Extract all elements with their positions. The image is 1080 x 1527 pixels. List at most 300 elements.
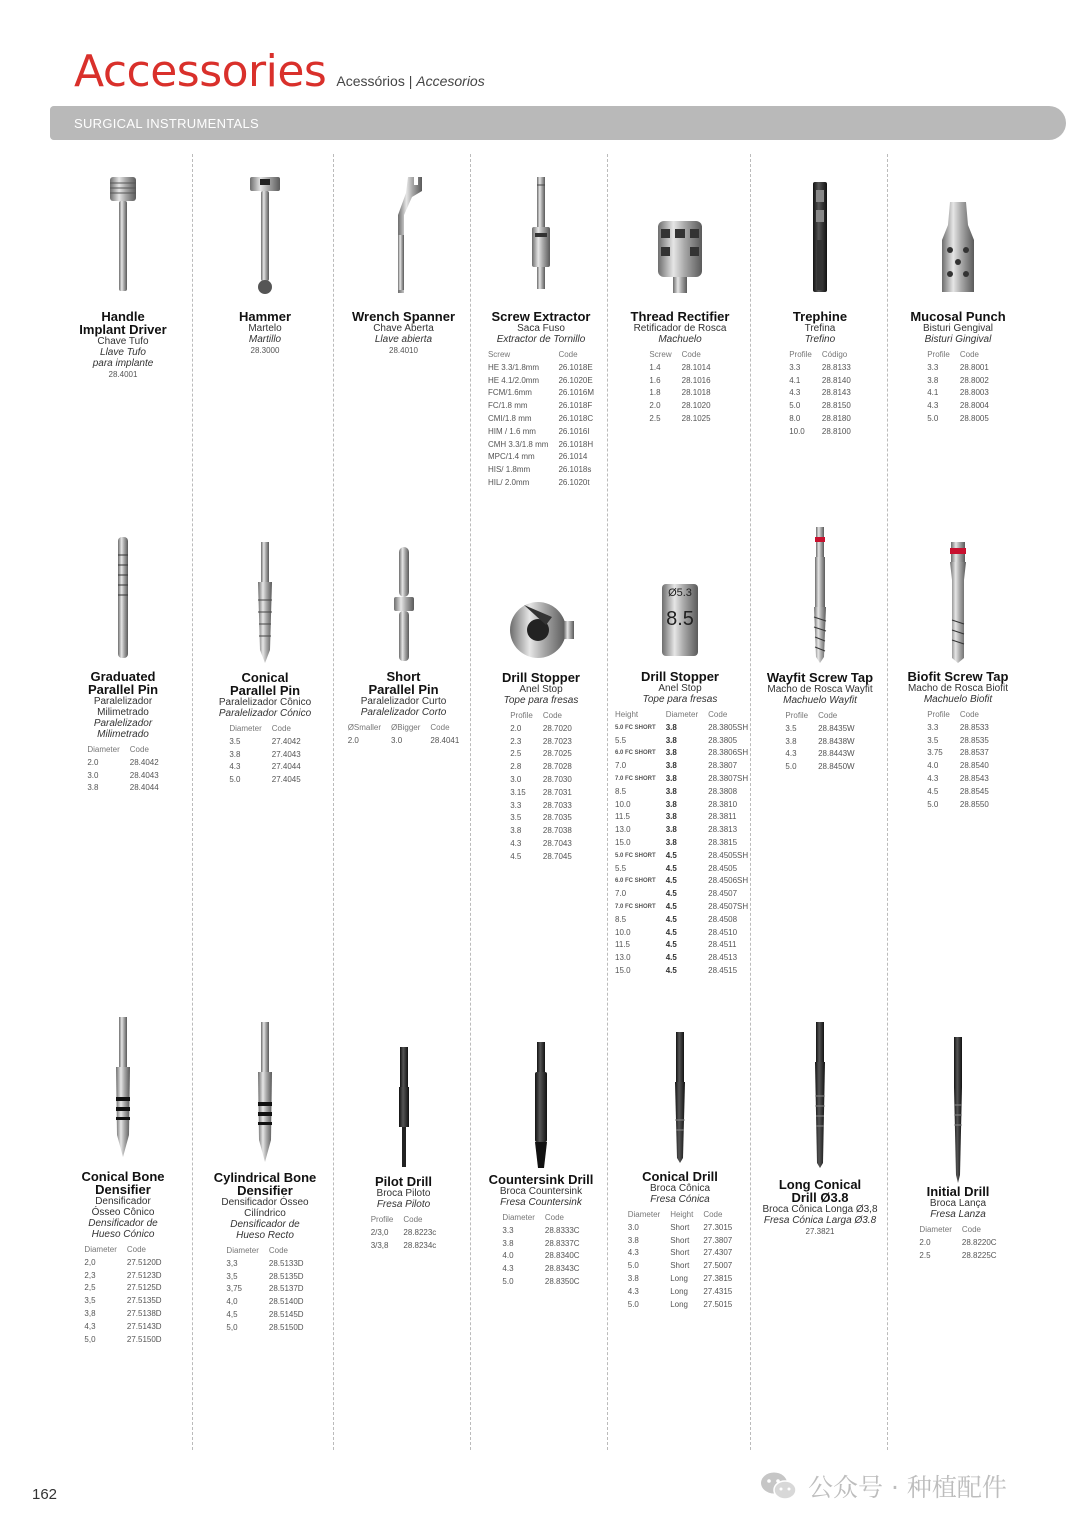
product-name: Conical: [241, 670, 289, 685]
spec-header-row: [82, 744, 163, 757]
product-name-pt: Milimetrado: [97, 707, 149, 718]
table-row: [483, 439, 599, 452]
product-punch: [890, 310, 1026, 426]
spec-cell: 28.8003: [959, 388, 989, 398]
spec-cell: 28.8220C: [961, 1237, 997, 1247]
product-idrill: [890, 1185, 1026, 1262]
csink-instrument-image: [530, 1040, 552, 1175]
spec-cell: 28.7033: [542, 800, 572, 810]
lcdrill-instrument-image: [809, 1020, 831, 1175]
spec-header-cell: Diameter: [229, 724, 262, 733]
spec-cell: 4.5: [927, 786, 939, 796]
spec-header-row: [343, 722, 465, 735]
spec-cell: 5.0: [927, 799, 939, 809]
product-name: Parallel Pin: [229, 683, 301, 698]
spec-cell: 3.3: [927, 722, 939, 732]
spec-cell: 28.8140: [821, 375, 851, 385]
spec-cell: 27.5143D: [126, 1321, 162, 1331]
spec-table: [922, 349, 994, 426]
spec-cell: Long: [670, 1286, 688, 1296]
table-row: [922, 400, 994, 413]
table-row: [79, 1270, 166, 1283]
spec-cell: 28.5150D: [268, 1322, 304, 1332]
spec-header-row: [914, 1224, 1001, 1237]
spec-cell: 28.4515: [708, 965, 738, 975]
product-name-pt: Paralelizador Curto: [360, 696, 447, 707]
spec-cell: 28.4044: [129, 783, 159, 793]
product-name: Countersink Drill: [488, 1172, 594, 1187]
spec-cell: FC/1.8 mm: [487, 401, 528, 411]
spec-cell: 26.1018E: [558, 362, 593, 372]
spec-cell: 28.5140D: [268, 1297, 304, 1307]
spec-cell: 13.0: [615, 953, 631, 963]
spec-cell: 4.5: [665, 889, 677, 899]
cbd-instrument-image: [111, 1015, 135, 1165]
spec-cell: 11.5: [615, 812, 630, 822]
product-csink: [473, 1173, 609, 1289]
table-row: [610, 939, 753, 952]
table-row: [79, 1282, 166, 1295]
table-row: [224, 749, 305, 762]
spec-cell: 4.5: [665, 850, 677, 860]
table-row: [610, 914, 753, 927]
spec-cell: 1.4: [649, 362, 661, 372]
spec-cell: 3.8: [229, 749, 241, 759]
table-row: [505, 787, 577, 800]
product-name: Densifier: [237, 1183, 293, 1198]
spec-cell: 4.3: [502, 1264, 514, 1274]
table-row: [79, 1334, 166, 1347]
table-row: [610, 927, 753, 940]
spec-cell: 27.4315: [703, 1286, 733, 1296]
product-hammer: [195, 310, 335, 357]
spec-header-row: [483, 349, 599, 362]
table-row: [221, 1271, 308, 1284]
table-row: [610, 965, 753, 978]
product-name-pt: Saca Fuso: [517, 323, 565, 334]
spec-cell: 27.3015: [703, 1222, 733, 1232]
spec-cell: 4.1: [927, 388, 939, 398]
spec-cell: 28.3813: [708, 825, 738, 835]
spec-cell: 3.75: [927, 748, 943, 758]
spec-cell: 28.8223c: [403, 1227, 437, 1237]
spec-cell: 28.1025: [681, 413, 711, 423]
trephine-instrument-image: [808, 180, 832, 300]
spec-cell: 27.5138D: [126, 1308, 162, 1318]
watermark-text: 公众号 · 种植配件: [808, 1473, 1007, 1502]
spec-cell: 15.0: [615, 837, 631, 847]
table-row: [610, 760, 753, 773]
spec-cell: 4,0: [226, 1297, 238, 1307]
spec-cell: 28.8543: [959, 773, 989, 783]
spec-cell: 28.7038: [542, 826, 572, 836]
table-row: [922, 375, 994, 388]
wechat-icon: [760, 1471, 798, 1501]
hammer-instrument-image: [248, 175, 282, 305]
spec-cell: 3.8: [665, 812, 677, 822]
spec-header-row: [497, 1212, 584, 1225]
product-name: Conical Drill: [642, 1169, 718, 1184]
spec-header-row: [623, 1209, 738, 1222]
spec-header-cell: Código: [821, 350, 848, 359]
spec-cell: 26.1020E: [558, 375, 593, 385]
spec-cell: 28.7020: [542, 723, 572, 733]
spec-cell: 28.4507: [708, 889, 738, 899]
spec-cell: 28.4513: [708, 953, 738, 963]
table-row: [644, 413, 715, 426]
spec-cell: 3,75: [226, 1284, 242, 1294]
product-code: 28.4010: [389, 346, 418, 355]
watermark: [760, 1468, 1007, 1504]
spec-cell: 28.3805SH: [708, 722, 749, 732]
spec-cell: 3.8: [665, 786, 677, 796]
spec-cell: 4.0: [927, 761, 939, 771]
product-name-es: Fresa Piloto: [376, 1199, 431, 1210]
product-name-es: Fresa Countersink: [500, 1197, 582, 1208]
page-title: Accessories: [74, 46, 327, 97]
product-name-pt: Broca Cônica Longa Ø3,8: [762, 1204, 878, 1215]
spec-cell: 28.8535: [959, 735, 989, 745]
spec-cell: 10.0: [615, 799, 631, 809]
spin-instrument-image: [391, 545, 417, 670]
table-row: [914, 1250, 1001, 1263]
product-lcdrill: [752, 1178, 888, 1238]
spec-header-row: [780, 710, 859, 723]
spec-cell: Short: [670, 1235, 690, 1245]
spec-cell: 28.7028: [542, 762, 572, 772]
gpin-instrument-image: [115, 535, 131, 665]
spec-cell: 4.3: [789, 388, 801, 398]
spec-table: [82, 744, 163, 795]
product-name-es: Fresa Cónica Larga Ø3.8: [763, 1215, 877, 1226]
table-row: [623, 1299, 738, 1312]
spec-cell: 27.4044: [271, 762, 301, 772]
spec-header-cell: Diameter: [84, 1245, 117, 1254]
product-rectifier: [610, 310, 750, 426]
table-row: [644, 400, 715, 413]
table-row: [784, 426, 856, 439]
table-row: [79, 1257, 166, 1270]
spec-cell: 3.8: [665, 761, 677, 771]
table-row: [922, 362, 994, 375]
spec-cell: 5,0: [84, 1334, 96, 1344]
spec-cell: 28.5135D: [268, 1271, 304, 1281]
spec-header-cell: Code: [542, 711, 562, 720]
spec-cell: 2.3: [510, 736, 522, 746]
product-spin: [335, 670, 472, 748]
table-row: [922, 773, 994, 786]
spec-cell: 27.5150D: [126, 1334, 162, 1344]
spec-cell: HIL/ 2.0mm: [487, 477, 530, 487]
spec-cell: 28.8540: [959, 761, 989, 771]
spec-cell: 2.5: [649, 413, 661, 423]
spec-cell: 3.5: [229, 736, 241, 746]
table-row: [221, 1309, 308, 1322]
spec-cell: 6.0 FC SHORT: [615, 878, 656, 885]
spec-cell: 28.8435W: [818, 723, 855, 733]
spec-cell: 7.0 FC SHORT: [615, 775, 656, 782]
spec-table: [497, 1212, 584, 1289]
spec-cell: 3.3: [927, 362, 939, 372]
spec-cell: 28.8343C: [544, 1264, 580, 1274]
table-row: [497, 1225, 584, 1238]
spec-header-cell: Profile: [789, 350, 812, 359]
spec-cell: 15.0: [615, 965, 631, 975]
table-row: [221, 1322, 308, 1335]
spec-cell: 1.6: [649, 375, 661, 385]
spec-cell: 28.4508: [708, 914, 738, 924]
spec-cell: 28.7031: [542, 787, 572, 797]
spec-cell: 3.8: [502, 1238, 514, 1248]
table-row: [483, 387, 599, 400]
table-row: [644, 362, 715, 375]
table-row: [780, 761, 859, 774]
product-name-pt: Chave Aberta: [373, 323, 434, 334]
product-name-es: Paralelizador Corto: [360, 707, 447, 718]
spec-cell: 28.8337C: [544, 1238, 580, 1248]
product-name-pt: Trefina: [804, 323, 836, 334]
spec-header-row: [610, 709, 753, 722]
spec-cell: 4.0: [502, 1251, 514, 1261]
spec-cell: 27.5120D: [126, 1257, 162, 1267]
table-row: [505, 800, 577, 813]
spec-cell: 7.0: [615, 761, 627, 771]
spec-cell: 26.1018C: [558, 413, 594, 423]
product-name-es: Extractor de Tornillo: [496, 334, 586, 345]
spec-cell: 28.7025: [542, 749, 572, 759]
product-name-es: para implante: [92, 358, 154, 369]
spec-header-cell: Code: [271, 724, 291, 733]
product-cdrill: [610, 1170, 750, 1311]
spec-header-cell: Profile: [510, 711, 533, 720]
spec-cell: 28.3805: [708, 735, 738, 745]
spec-cell: 27.3815: [703, 1273, 733, 1283]
spec-header-cell: Diameter: [502, 1213, 535, 1222]
spec-cell: 4.1: [789, 375, 801, 385]
product-name: Pilot Drill: [374, 1174, 433, 1189]
table-row: [610, 888, 753, 901]
table-row: [780, 748, 859, 761]
spec-cell: 28.8443W: [818, 749, 855, 759]
punch-instrument-image: [938, 200, 978, 305]
spec-cell: 27.4307: [703, 1248, 733, 1258]
spec-cell: 26.1016I: [558, 426, 590, 436]
table-row: [784, 413, 856, 426]
spec-header-row: [922, 709, 994, 722]
spec-cell: 27.5123D: [126, 1270, 162, 1280]
product-name-es: Milimetrado: [97, 729, 149, 740]
product-name-es: Hueso Recto: [236, 1230, 294, 1241]
table-row: [366, 1240, 442, 1253]
product-name-es: Trefino: [804, 334, 836, 345]
spec-cell: 2/3,0: [370, 1227, 389, 1237]
spec-header-cell: Screw: [487, 350, 511, 359]
table-row: [483, 400, 599, 413]
spec-table: [224, 723, 305, 787]
spec-cell: 28.8340C: [544, 1251, 580, 1261]
spec-header-cell: Diameter: [627, 1210, 661, 1219]
spec-cell: 5.0: [785, 762, 797, 772]
product-cpin: [195, 671, 335, 787]
product-name-es: Fresa Cónica: [650, 1194, 710, 1205]
spec-cell: 4,5: [226, 1309, 238, 1319]
product-name: Biofit Screw Tap: [907, 669, 1009, 684]
spec-cell: 28.3808: [708, 786, 738, 796]
spec-table: [922, 709, 994, 811]
spec-cell: 28.1020: [681, 401, 711, 411]
table-row: [505, 723, 577, 736]
spec-cell: 3,5: [226, 1271, 238, 1281]
spec-cell: 28.8234c: [403, 1240, 437, 1250]
product-name: Long Conical: [778, 1177, 862, 1192]
table-row: [922, 722, 994, 735]
product-code: 27.3821: [805, 1227, 835, 1236]
spec-cell: 4.5: [665, 927, 677, 937]
product-name-pt: Ósseo Cônico: [91, 1207, 155, 1218]
spec-cell: 27.5135D: [126, 1296, 162, 1306]
spec-cell: 28.1018: [681, 388, 711, 398]
spec-cell: 3.8: [510, 826, 522, 836]
spec-header-cell: Diameter: [665, 710, 699, 719]
spec-cell: 27.5007: [703, 1261, 733, 1271]
table-row: [505, 774, 577, 787]
table-row: [784, 400, 856, 413]
spec-cell: 28.8180: [821, 413, 851, 423]
product-name: Conical Bone: [81, 1169, 165, 1184]
spec-header-cell: Diameter: [919, 1225, 952, 1234]
product-name-pt: Broca Countersink: [499, 1186, 583, 1197]
spec-cell: 3.8: [665, 837, 677, 847]
spec-header-cell: Code: [961, 1225, 981, 1234]
section-bar: [50, 106, 1066, 140]
spec-header-cell: Screw: [649, 350, 672, 359]
spec-cell: 7.0: [615, 889, 627, 899]
spec-cell: HE 4.1/2.0mm: [487, 375, 540, 385]
section-title: SURGICAL INSTRUMENTALS: [74, 116, 260, 131]
product-name-es: Bisturi Gingival: [924, 334, 992, 345]
spec-cell: 3,3: [226, 1258, 238, 1268]
subtitle-separator: |: [408, 73, 413, 89]
spec-cell: 4.3: [785, 749, 797, 759]
spec-cell: 26.1016M: [558, 388, 595, 398]
table-row: [610, 773, 753, 786]
spec-header-row: [644, 349, 715, 362]
spec-cell: 3.3: [510, 800, 522, 810]
spec-cell: 28.8533: [959, 722, 989, 732]
idrill-instrument-image: [948, 1035, 968, 1190]
spec-cell: 26.1020t: [558, 477, 590, 487]
product-name-es: Paralelizador: [93, 718, 153, 729]
spec-cell: 28.3807SH: [708, 773, 749, 783]
table-row: [483, 375, 599, 388]
svg-text:Ø5.3: Ø5.3: [668, 587, 692, 599]
product-name-pt: Macho de Rosca Biofit: [907, 683, 1009, 694]
spec-cell: 3.5: [927, 735, 939, 745]
dstop2-instrument-image: [658, 580, 702, 665]
table-row: [623, 1286, 738, 1299]
product-cbd: [52, 1170, 194, 1346]
spec-cell: HIS/ 1.8mm: [487, 465, 531, 475]
product-name: Screw Extractor: [491, 309, 591, 324]
table-row: [483, 362, 599, 375]
table-row: [497, 1276, 584, 1289]
spec-cell: 28.8350C: [544, 1276, 580, 1286]
table-row: [922, 413, 994, 426]
table-row: [505, 825, 577, 838]
product-name-es: Paralelizador Cónico: [218, 708, 312, 719]
table-row: [224, 761, 305, 774]
table-row: [343, 735, 465, 748]
product-name-pt: Chave Tufo: [97, 336, 149, 347]
spec-cell: 4.5: [665, 914, 677, 924]
table-row: [610, 722, 753, 735]
table-row: [505, 736, 577, 749]
table-row: [82, 782, 163, 795]
spec-header-cell: Code: [818, 711, 838, 720]
spec-cell: 28.8100: [821, 426, 851, 436]
spec-header-cell: Code: [959, 350, 979, 359]
spec-cell: Short: [670, 1261, 690, 1271]
spec-cell: 28.8002: [959, 375, 989, 385]
spec-cell: Short: [670, 1248, 690, 1258]
table-row: [780, 723, 859, 736]
spec-cell: FCM/1.6mm: [487, 388, 532, 398]
spec-cell: 28.1014: [681, 362, 711, 372]
table-row: [224, 774, 305, 787]
product-name-es: Martillo: [248, 334, 282, 345]
table-row: [505, 748, 577, 761]
spec-cell: 3.0: [627, 1222, 639, 1232]
table-row: [505, 761, 577, 774]
spec-cell: 28.7045: [542, 851, 572, 861]
table-row: [784, 375, 856, 388]
table-row: [497, 1250, 584, 1263]
spec-header-cell: ØSmaller: [347, 723, 382, 732]
table-row: [610, 799, 753, 812]
table-row: [483, 451, 599, 464]
product-name-pt: Macho de Rosca Wayfit: [767, 684, 873, 695]
spec-table: [483, 349, 599, 490]
product-name: Wrench Spanner: [351, 309, 456, 324]
spec-cell: 5,0: [226, 1322, 238, 1332]
spec-header-row: [79, 1244, 166, 1257]
spec-table: [914, 1224, 1001, 1262]
spec-cell: 3.0: [510, 774, 522, 784]
product-name-pt: Paralelizador Cônico: [218, 697, 312, 708]
product-ybd: [195, 1171, 335, 1335]
spec-table: [505, 710, 577, 864]
product-name-pt: Bisturi Gengival: [922, 323, 994, 334]
product-name: Trephine: [792, 309, 848, 324]
spec-header-cell: Profile: [927, 710, 950, 719]
table-row: [497, 1263, 584, 1276]
spec-cell: 3,5: [84, 1296, 96, 1306]
table-row: [610, 786, 753, 799]
product-trephine: [752, 310, 888, 439]
spec-cell: 28.8537: [959, 748, 989, 758]
spec-table: [221, 1245, 308, 1335]
product-name: Drill Stopper: [501, 670, 580, 685]
spec-header-cell: Code: [681, 350, 701, 359]
spec-table: [780, 710, 859, 774]
spec-cell: 3.8: [627, 1273, 639, 1283]
product-name-pt: Broca Cônica: [649, 1183, 711, 1194]
table-row: [610, 747, 753, 760]
spec-cell: 11.5: [615, 940, 630, 950]
spec-header-cell: Code: [129, 745, 149, 754]
spec-header-cell: Height: [670, 1210, 694, 1219]
spec-header-cell: Profile: [785, 711, 809, 720]
